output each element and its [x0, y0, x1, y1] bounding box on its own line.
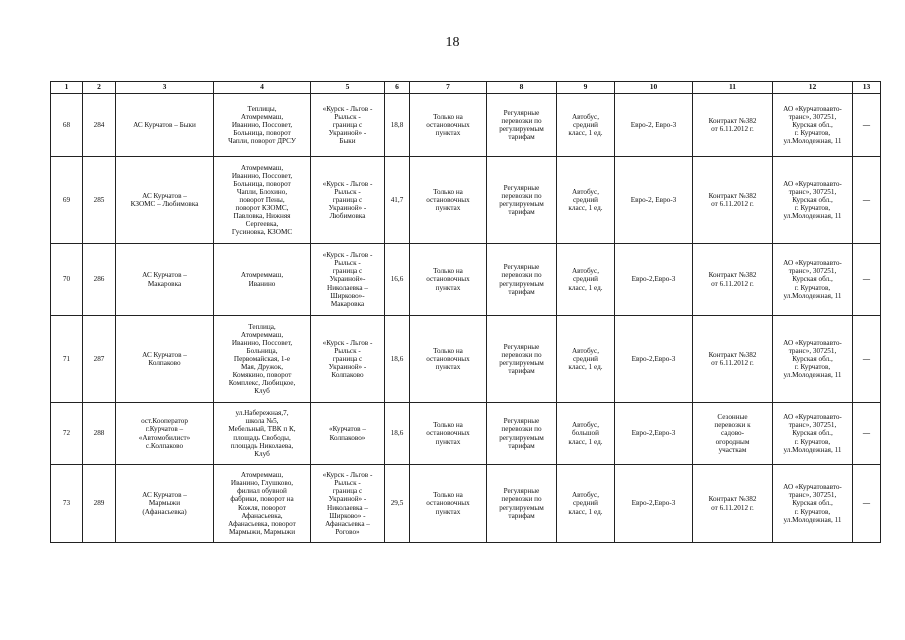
route-length: 18,6 [385, 316, 410, 403]
carrier: АО «Курчатовавто- транс», 307251, Курская обл., г. Курчатов, ул.Молодежная, 11 [773, 316, 853, 403]
extra-info: — [853, 465, 881, 543]
vehicle-class: Автобус, средний класс, 1 ед. [557, 465, 615, 543]
carrier: АО «Курчатовавто- транс», 307251, Курская обл., г. Курчатов, ул.Молодежная, 11 [773, 94, 853, 157]
contract: Контракт №382 от 6.11.2012 г. [693, 157, 773, 244]
route-number: 289 [83, 465, 116, 543]
column-number: 12 [773, 82, 853, 94]
column-number: 5 [311, 82, 385, 94]
transport-regime: Регулярные перевозки по регулируемым тарифам [487, 316, 557, 403]
boarding-procedure: Только на остановочных пунктах [410, 94, 487, 157]
row-number: 72 [51, 403, 83, 465]
contract: Контракт №382 от 6.11.2012 г. [693, 465, 773, 543]
transport-regime: Регулярные перевозки по регулируемым тарифам [487, 244, 557, 316]
vehicle-class: Автобус, средний класс, 1 ед. [557, 244, 615, 316]
route-name: АС Курчатов – КЗОМС – Любимовка [116, 157, 214, 244]
vehicle-class: Автобус, средний класс, 1 ед. [557, 157, 615, 244]
column-number: 2 [83, 82, 116, 94]
extra-info: — [853, 403, 881, 465]
table-row [51, 94, 881, 157]
carrier: АО «Курчатовавто- транс», 307251, Курская обл., г. Курчатов, ул.Молодежная, 11 [773, 403, 853, 465]
table-row [51, 403, 881, 465]
route-number: 286 [83, 244, 116, 316]
row-number: 69 [51, 157, 83, 244]
route-streets: «Курск - Льгов - Рыльск - граница с Украиной» - Николаевка – Ширково» - Афанасьевка – Рогово» [311, 465, 385, 543]
intermediate-stops: Атомреммаш, Иванино [214, 244, 311, 316]
vehicle-class: Автобус, большой класс, 1 ед. [557, 403, 615, 465]
eco-class: Евро-2, Евро-3 [615, 157, 693, 244]
table-row [51, 465, 881, 543]
eco-class: Евро-2,Евро-3 [615, 465, 693, 543]
route-length: 18,8 [385, 94, 410, 157]
route-name: ост.Кооператор г.Курчатов – «Автомобилист» с.Колпаково [116, 403, 214, 465]
extra-info: — [853, 157, 881, 244]
route-streets: «Курск - Льгов - Рыльск - граница с Украиной» - Быки [311, 94, 385, 157]
table-row [51, 316, 881, 403]
route-name: АС Курчатов – Макаровка [116, 244, 214, 316]
extra-info: — [853, 316, 881, 403]
column-number: 9 [557, 82, 615, 94]
intermediate-stops: Атомреммаш, Иванино, Поссовет, Больница, поворот Чапли, Блохино, поворот Пены, поворот КЗОМС, Павловка, Нижняя Сергеевка, Гусиновка, КЗОМС [214, 157, 311, 244]
carrier: АО «Курчатовавто- транс», 307251, Курская обл., г. Курчатов, ул.Молодежная, 11 [773, 465, 853, 543]
extra-info: — [853, 94, 881, 157]
route-length: 29,5 [385, 465, 410, 543]
contract: Контракт №382 от 6.11.2012 г. [693, 94, 773, 157]
intermediate-stops: ул.Набережная,7, школа №5, Мебельный, ТВК п К, площадь Свободы, площадь Николаева, Клуб [214, 403, 311, 465]
column-number: 4 [214, 82, 311, 94]
route-register-table [50, 81, 881, 543]
eco-class: Евро-2,Евро-3 [615, 403, 693, 465]
intermediate-stops: Атомреммаш, Иванино, Глушково, филиал обувной фабрики, поворот на Кожля, поворот Афанасьевка, Афанасьевка, поворот Мармыжи, Мармыжи [214, 465, 311, 543]
eco-class: Евро-2, Евро-3 [615, 94, 693, 157]
column-number-row [51, 82, 881, 94]
route-number: 284 [83, 94, 116, 157]
row-number: 70 [51, 244, 83, 316]
route-length: 18,6 [385, 403, 410, 465]
eco-class: Евро-2,Евро-3 [615, 316, 693, 403]
route-number: 288 [83, 403, 116, 465]
vehicle-class: Автобус, средний класс, 1 ед. [557, 94, 615, 157]
extra-info: — [853, 244, 881, 316]
table-row [51, 157, 881, 244]
column-number: 3 [116, 82, 214, 94]
route-name: АС Курчатов – Мармыжи (Афанасьевка) [116, 465, 214, 543]
carrier: АО «Курчатовавто- транс», 307251, Курская обл., г. Курчатов, ул.Молодежная, 11 [773, 244, 853, 316]
column-number: 1 [51, 82, 83, 94]
transport-regime: Регулярные перевозки по регулируемым тарифам [487, 157, 557, 244]
column-number: 10 [615, 82, 693, 94]
column-number: 6 [385, 82, 410, 94]
route-length: 16,6 [385, 244, 410, 316]
row-number: 73 [51, 465, 83, 543]
vehicle-class: Автобус, средний класс, 1 ед. [557, 316, 615, 403]
contract: Контракт №382 от 6.11.2012 г. [693, 316, 773, 403]
transport-regime: Регулярные перевозки по регулируемым тарифам [487, 403, 557, 465]
page-number: 18 [445, 35, 460, 50]
contract: Сезонные перевозки к садово- огородным участкам [693, 403, 773, 465]
route-streets: «Курск - Льгов - Рыльск - граница с Украиной» - Колпаково [311, 316, 385, 403]
route-name: АС Курчатов – Быки [116, 94, 214, 157]
contract: Контракт №382 от 6.11.2012 г. [693, 244, 773, 316]
boarding-procedure: Только на остановочных пунктах [410, 403, 487, 465]
column-number: 13 [853, 82, 881, 94]
boarding-procedure: Только на остановочных пунктах [410, 465, 487, 543]
row-number: 71 [51, 316, 83, 403]
eco-class: Евро-2,Евро-3 [615, 244, 693, 316]
intermediate-stops: Теплица, Атомреммаш, Иванино, Поссовет, Больница, Первомайская, 1-е Мая, Дружок, Комякино, поворот Комплекс, Любицкое, Клуб [214, 316, 311, 403]
boarding-procedure: Только на остановочных пунктах [410, 316, 487, 403]
transport-regime: Регулярные перевозки по регулируемым тарифам [487, 94, 557, 157]
route-streets: «Курск - Льгов - Рыльск - граница с Украиной»- Николаевка – Ширково»- Макаровка [311, 244, 385, 316]
column-number: 8 [487, 82, 557, 94]
route-streets: «Курчатов – Колпаково» [311, 403, 385, 465]
column-number: 7 [410, 82, 487, 94]
route-length: 41,7 [385, 157, 410, 244]
boarding-procedure: Только на остановочных пунктах [410, 244, 487, 316]
transport-regime: Регулярные перевозки по регулируемым тарифам [487, 465, 557, 543]
intermediate-stops: Теплицы, Атомреммаш, Иванино, Поссовет, Больница, поворот Чапли, поворот ДРСУ [214, 94, 311, 157]
row-number: 68 [51, 94, 83, 157]
boarding-procedure: Только на остановочных пунктах [410, 157, 487, 244]
column-number: 11 [693, 82, 773, 94]
route-streets: «Курск - Льгов - Рыльск - граница с Украиной» - Любимовка [311, 157, 385, 244]
route-name: АС Курчатов – Колпаково [116, 316, 214, 403]
route-number: 287 [83, 316, 116, 403]
carrier: АО «Курчатовавто- транс», 307251, Курская обл., г. Курчатов, ул.Молодежная, 11 [773, 157, 853, 244]
table-row [51, 244, 881, 316]
route-number: 285 [83, 157, 116, 244]
